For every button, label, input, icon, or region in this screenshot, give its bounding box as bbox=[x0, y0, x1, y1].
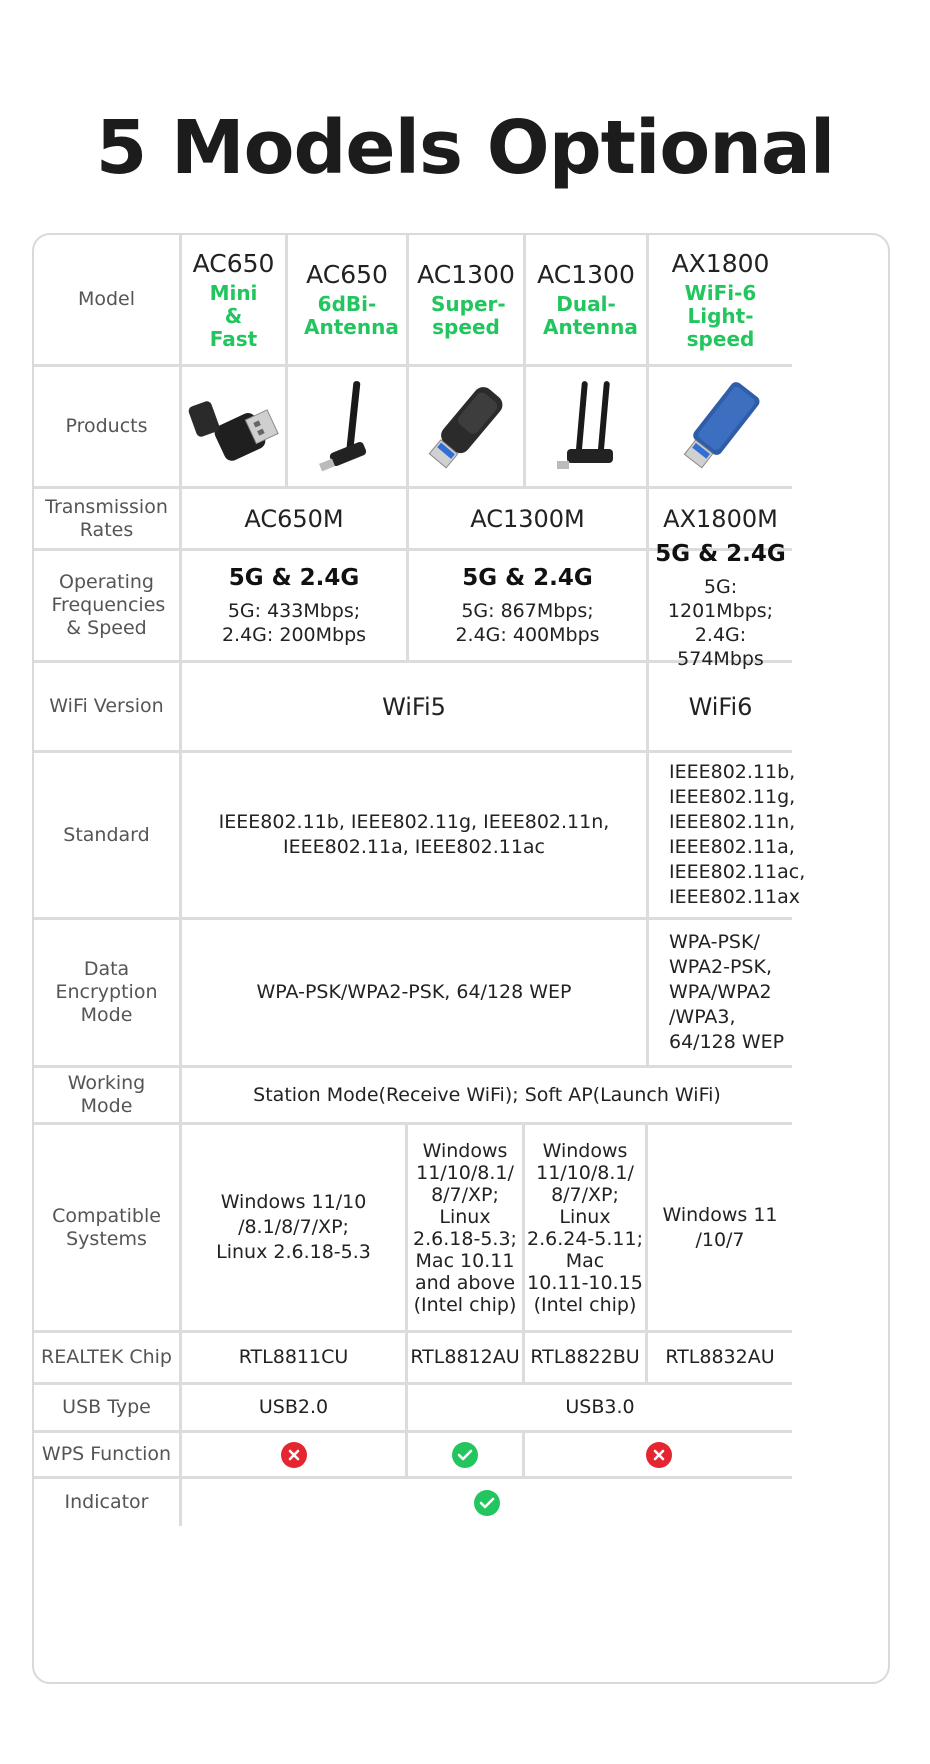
transmission-ac1300: AC1300M bbox=[409, 489, 649, 551]
check-circle-icon bbox=[452, 1442, 478, 1468]
product-image-2 bbox=[288, 367, 409, 489]
row-label-products: Products bbox=[34, 367, 182, 489]
row-label-frequencies: Operating Frequencies & Speed bbox=[34, 551, 182, 663]
check-circle-icon bbox=[474, 1490, 500, 1516]
row-label-wifi-version: WiFi Version bbox=[34, 663, 182, 753]
transmission-ax1800: AX1800M bbox=[649, 489, 792, 551]
row-label-encryption: Data Encryption Mode bbox=[34, 920, 182, 1068]
row-label-standard: Standard bbox=[34, 753, 182, 920]
standard-wifi5: IEEE802.11b, IEEE802.11g, IEEE802.11n, IEEE802.11a, IEEE802.11ac bbox=[182, 753, 649, 920]
standard-wifi6: IEEE802.11b, IEEE802.11g, IEEE802.11n, IEEE802.11a, IEEE802.11ac, IEEE802.11ax bbox=[649, 753, 792, 920]
wps-ac650 bbox=[182, 1433, 408, 1479]
product-image-3 bbox=[409, 367, 526, 489]
row-label-wps: WPS Function bbox=[34, 1433, 182, 1479]
model-header-4: AC1300 Dual-Antenna bbox=[526, 235, 649, 367]
systems-rtl8812au: Windows 11/10/8.1/ 8/7/XP; Linux 2.6.18-5.3; Mac 10.11 and above (Intel chip) bbox=[408, 1125, 525, 1333]
chip-rtl8832au: RTL8832AU bbox=[648, 1333, 792, 1385]
row-label-indicator: Indicator bbox=[34, 1479, 182, 1526]
frequency-ax1800: 5G & 2.4G 5G: 1201Mbps; 2.4G: 574Mbps bbox=[649, 551, 792, 663]
x-circle-icon bbox=[646, 1442, 672, 1468]
wifi-version-wifi6: WiFi6 bbox=[649, 663, 792, 753]
chip-ac650: RTL8811CU bbox=[182, 1333, 408, 1385]
model-header-2: AC650 6dBi-Antenna bbox=[288, 235, 409, 367]
product-image-5 bbox=[649, 367, 792, 489]
page-title: 5 Models Optional bbox=[95, 105, 835, 191]
row-label-transmission: Transmission Rates bbox=[34, 489, 182, 551]
frequency-ac650: 5G & 2.4G 5G: 433Mbps; 2.4G: 200Mbps bbox=[182, 551, 409, 663]
row-label-systems: Compatible Systems bbox=[34, 1125, 182, 1333]
encryption-wifi6: WPA-PSK/ WPA2-PSK, WPA/WPA2 /WPA3, 64/128 WEP bbox=[649, 920, 792, 1068]
comparison-table bbox=[32, 233, 890, 1684]
systems-ax1800: Windows 11 /10/7 bbox=[648, 1125, 792, 1333]
row-label-chip: REALTEK Chip bbox=[34, 1333, 182, 1385]
wifi-version-wifi5: WiFi5 bbox=[182, 663, 649, 753]
frequency-ac1300: 5G & 2.4G 5G: 867Mbps; 2.4G: 400Mbps bbox=[409, 551, 649, 663]
wps-others bbox=[525, 1433, 792, 1479]
indicator-all bbox=[182, 1479, 792, 1526]
chip-rtl8822bu: RTL8822BU bbox=[525, 1333, 648, 1385]
model-header-1: AC650 Mini & Fast bbox=[182, 235, 288, 367]
systems-ac650: Windows 11/10 /8.1/8/7/XP; Linux 2.6.18-5.3 bbox=[182, 1125, 408, 1333]
model-header-5: AX1800 WiFi-6 Light-speed bbox=[649, 235, 792, 367]
chip-rtl8812au: RTL8812AU bbox=[408, 1333, 525, 1385]
row-label-model: Model bbox=[34, 235, 182, 367]
working-mode-value: Station Mode(Receive WiFi); Soft AP(Launch WiFi) bbox=[182, 1068, 792, 1125]
row-label-working-mode: Working Mode bbox=[34, 1068, 182, 1125]
encryption-wifi5: WPA-PSK/WPA2-PSK, 64/128 WEP bbox=[182, 920, 649, 1068]
systems-rtl8822bu: Windows 11/10/8.1/ 8/7/XP; Linux 2.6.24-5.11; Mac 10.11-10.15 (Intel chip) bbox=[525, 1125, 648, 1333]
usb-2: USB2.0 bbox=[182, 1385, 408, 1433]
row-label-usb: USB Type bbox=[34, 1385, 182, 1433]
transmission-ac650: AC650M bbox=[182, 489, 409, 551]
x-circle-icon bbox=[281, 1442, 307, 1468]
product-image-1 bbox=[182, 367, 288, 489]
model-header-3: AC1300 Super-speed bbox=[409, 235, 526, 367]
usb-3: USB3.0 bbox=[408, 1385, 792, 1433]
product-image-4 bbox=[526, 367, 649, 489]
wps-rtl8812au bbox=[408, 1433, 525, 1479]
